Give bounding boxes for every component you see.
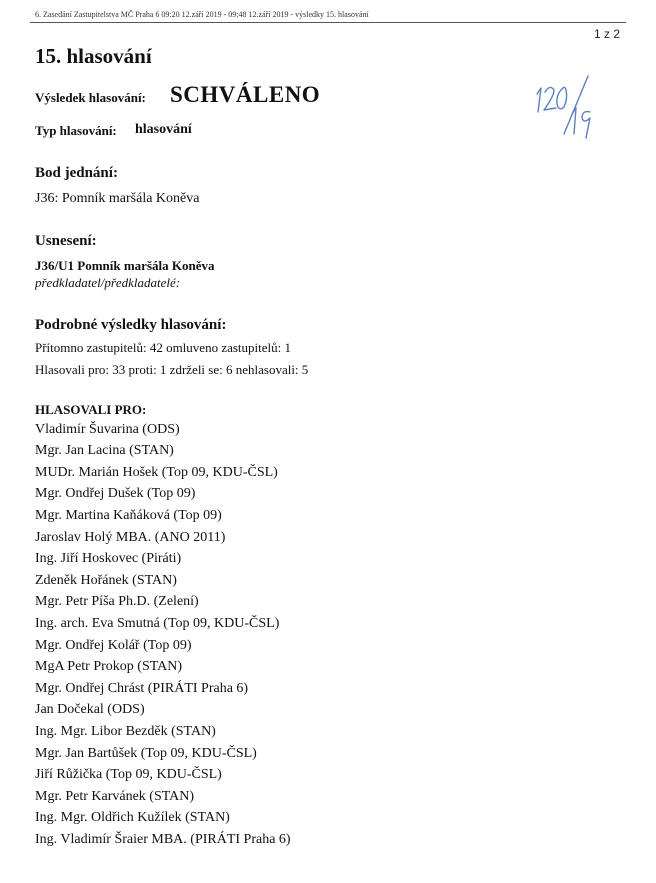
voter-name: Jiří Růžička (Top 09, KDU-ČSL) [35,767,222,782]
result-label: Výsledek hlasování: [35,90,146,105]
results-tally: Hlasovali pro: 33 proti: 1 zdrželi se: 6 nehlasovali: 5 [35,362,309,377]
voter-name: Ing. Mgr. Oldřich Kužílek (STAN) [35,810,230,825]
document-header: 6. Zasedání Zastupitelstva MČ Praha 6 09:20 12.září 2019 - 09:48 12.září 2019 - výsledky 15. hlasování [35,10,369,19]
results-attendance: Přítomno zastupitelů: 42 omluveno zastupitelů: 1 [35,340,291,355]
vote-title: 15. hlasování [35,44,152,68]
voter-name: Jaroslav Holý MBA. (ANO 2011) [35,530,226,545]
voter-name: Ing. Jiří Hoskovec (Piráti) [35,551,182,566]
results-heading: Podrobné výsledky hlasování: [35,317,227,333]
result-value: SCHVÁLENO [170,82,321,107]
page-number: 1 z 2 [594,27,621,41]
agenda-item: J36: Pomník maršála Koněva [35,191,200,206]
voter-name: Mgr. Jan Lacina (STAN) [35,443,174,458]
header-rule [30,22,626,23]
voter-name: Ing. Mgr. Libor Bezděk (STAN) [35,724,216,739]
resolution-submitter: předkladatel/předkladatelé: [35,275,181,290]
voter-name: Vladimír Šuvarina (ODS) [35,422,180,437]
voter-name: Mgr. Ondřej Kolář (Top 09) [35,638,192,653]
voter-name: Mgr. Ondřej Chrást (PIRÁTI Praha 6) [35,681,249,696]
voter-name: Mgr. Petr Karvánek (STAN) [35,789,195,804]
voter-name: Mgr. Martina Kaňáková (Top 09) [35,508,222,523]
voter-name: Mgr. Petr Píša Ph.D. (Zelení) [35,594,199,609]
voter-name: Mgr. Jan Bartůšek (Top 09, KDU-ČSL) [35,746,257,761]
voter-name: MgA Petr Prokop (STAN) [35,659,183,674]
voter-name: Ing. Vladimír Šraier MBA. (PIRÁTI Praha 6) [35,832,291,847]
voter-name: Zdeněk Hořánek (STAN) [35,573,177,588]
resolution-item: J36/U1 Pomník maršála Koněva [35,258,215,273]
vote-type-label: Typ hlasování: [35,123,117,138]
voter-name: Ing. arch. Eva Smutná (Top 09, KDU-ČSL) [35,616,280,631]
voter-name: MUDr. Marián Hošek (Top 09, KDU-ČSL) [35,465,278,480]
handwritten-reference-number [530,72,605,142]
voters-for-heading: HLASOVALI PRO: [35,402,147,417]
agenda-heading: Bod jednání: [35,165,118,181]
voter-name: Mgr. Ondřej Dušek (Top 09) [35,486,196,501]
vote-type-value: hlasování [135,122,192,137]
voter-name: Jan Dočekal (ODS) [35,702,145,717]
resolution-heading: Usnesení: [35,233,97,249]
